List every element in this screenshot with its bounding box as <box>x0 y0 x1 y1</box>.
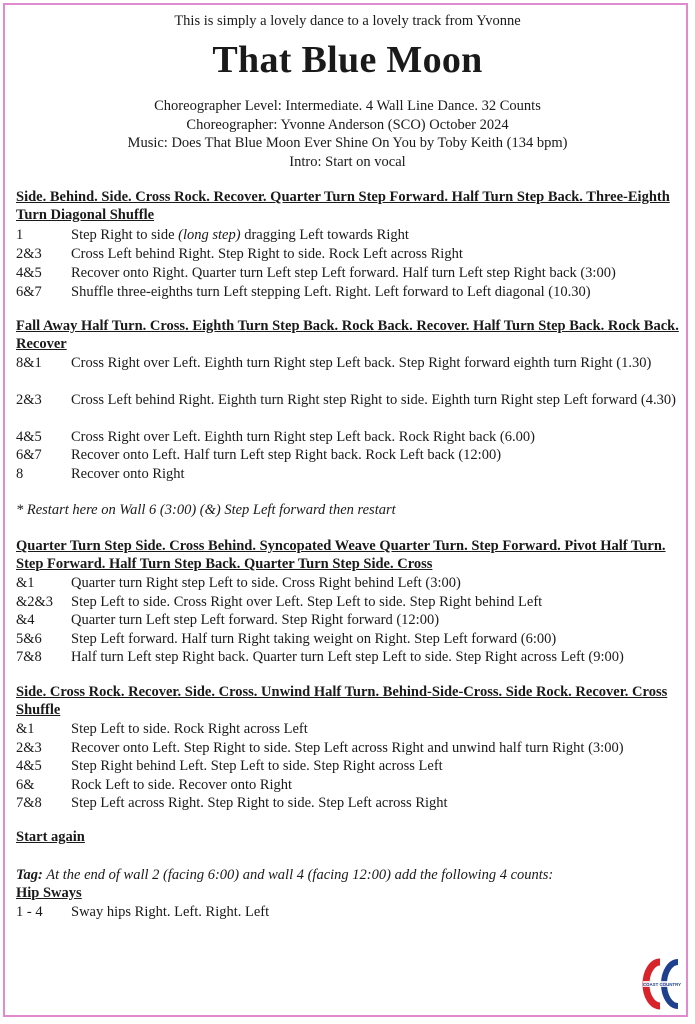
step-description <box>71 226 679 244</box>
step-description: Step Left across Right. Step Right to side. Step Left across Right <box>71 795 448 811</box>
tag-title: Hip Sways <box>16 885 82 901</box>
section-1-title: Side. Behind. Side. Cross Rock. Recover. Quarter Turn Step Forward. Half Turn Step Back. Three-Eighth Turn Diagonal Shuffle <box>16 189 670 223</box>
dance-info <box>0 97 695 171</box>
step-description: Cross Left behind Right. Eighth turn Right step Right to side. Eighth turn Right step Left forward (4.30) <box>71 392 676 408</box>
step-count: 5&6 <box>16 631 42 647</box>
step-count: 2&3 <box>16 246 42 262</box>
step-description: Rock Left to side. Recover onto Right <box>71 777 293 793</box>
step-count: &1 <box>16 575 35 591</box>
tag-text: At the end of wall 2 (facing 6:00) and wall 4 (facing 12:00) add the following 4 counts: <box>42 867 554 883</box>
step-description: Step Left forward. Half turn Right taking weight on Right. Step Left forward (6:00) <box>71 631 557 647</box>
tag-label: Tag: <box>16 867 43 883</box>
step-count: 6&7 <box>16 284 42 300</box>
step-count: &2&3 <box>16 594 54 610</box>
step-description: Half turn Left step Right back. Quarter turn Left step Left to side. Step Right across Left (9:00) <box>71 649 624 665</box>
step-description: Shuffle three-eighths turn Left stepping Left. Right. Left forward to Left diagonal (10.30) <box>71 284 591 300</box>
step-count: 4&5 <box>16 429 42 445</box>
step-count: 2&3 <box>16 740 42 756</box>
step-count: 1 <box>16 227 24 243</box>
choreographer-line: Choreographer: Yvonne Anderson (SCO) October 2024 <box>186 116 509 133</box>
intro-note: Intro: Start on vocal <box>289 153 406 170</box>
step-text: Step Right to side <box>71 227 179 243</box>
step-description: Step Left to side. Cross Right over Left. Step Left to side. Step Right behind Left <box>71 594 543 610</box>
step-count: 6& <box>16 777 35 793</box>
step-description: Quarter turn Left step Left forward. Step Right forward (12:00) <box>71 612 440 628</box>
step-description: Cross Left behind Right. Step Right to side. Rock Left across Right <box>71 246 463 262</box>
step-description: Quarter turn Right step Left to side. Cross Right behind Left (3:00) <box>71 575 461 591</box>
step-description: Recover onto Left. Half turn Left step Right back. Rock Left back (12:00) <box>71 447 502 463</box>
step-description: Cross Right over Left. Eighth turn Right step Left back. Step Right forward eighth turn Right (1.30) <box>71 355 652 371</box>
section-3-title: Quarter Turn Step Side. Cross Behind. Syncopated Weave Quarter Turn. Step Forward. Pivot Half Turn. Step Forward. Half Turn Step Back. Quarter Turn Step Side. Cross <box>16 538 666 572</box>
step-description: Recover onto Left. Step Right to side. Step Left across Right and unwind half turn Right (3:00) <box>71 740 624 756</box>
coast-country-logo <box>641 956 683 1012</box>
step-text: dragging Left towards Right <box>240 227 409 243</box>
step-count: 2&3 <box>16 392 42 408</box>
restart-note: * Restart here on Wall 6 (3:00) (&) Step Left forward then restart <box>16 502 396 518</box>
step-count: 7&8 <box>16 649 42 665</box>
step-description: Step Right behind Left. Step Left to side. Step Right across Left <box>71 758 443 774</box>
logo-text: COAST COUNTRY <box>642 982 682 987</box>
step-count: 1 - 4 <box>16 904 43 920</box>
tag-note <box>16 866 681 884</box>
step-description: Step Left to side. Rock Right across Left <box>71 721 308 737</box>
intro-line: This is simply a lovely dance to a lovely track from Yvonne <box>174 13 521 29</box>
step-count: 7&8 <box>16 795 42 811</box>
step-text-emphasis: (long step) <box>178 227 241 243</box>
section-2-title: Fall Away Half Turn. Cross. Eighth Turn Step Back. Rock Back. Recover. Half Turn Step Back. Rock Back. Recover <box>16 318 679 352</box>
step-description: Recover onto Right. Quarter turn Left step Left forward. Half turn Left step Right back (3:00) <box>71 265 616 281</box>
level-line: Choreographer Level: Intermediate. 4 Wall Line Dance. 32 Counts <box>154 98 541 114</box>
section-4-title: Side. Cross Rock. Recover. Side. Cross. Unwind Half Turn. Behind-Side-Cross. Side Rock. Recover. Cross Shuffle <box>16 684 668 718</box>
music-line: Music: Does That Blue Moon Ever Shine On You by Toby Keith (134 bpm) <box>127 135 568 151</box>
step-count: 8 <box>16 466 24 482</box>
step-count: &1 <box>16 721 35 737</box>
step-description: Recover onto Right <box>71 466 185 482</box>
step-count: &4 <box>16 612 35 628</box>
step-count: 6&7 <box>16 447 42 463</box>
step-count: 4&5 <box>16 758 42 774</box>
dance-title: That Blue Moon <box>212 39 483 81</box>
step-count: 8&1 <box>16 355 42 371</box>
step-description: Sway hips Right. Left. Right. Left <box>71 904 270 920</box>
step-description: Cross Right over Left. Eighth turn Right step Left back. Rock Right back (6.00) <box>71 429 535 445</box>
start-again-heading: Start again <box>16 829 85 845</box>
step-count: 4&5 <box>16 265 42 281</box>
